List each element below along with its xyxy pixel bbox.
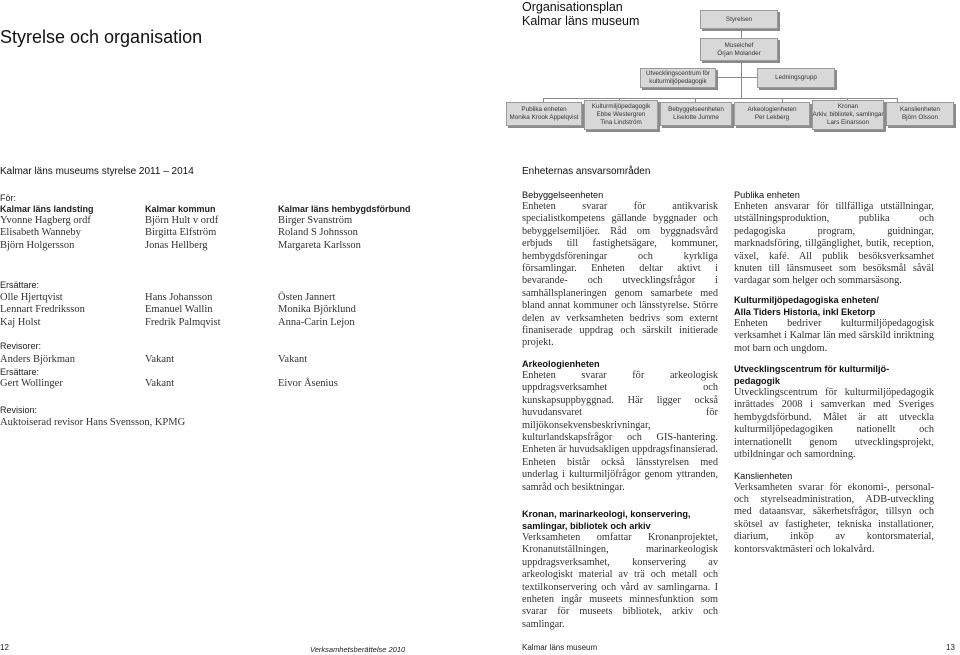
board-member: Birgitta Elfström [145,227,217,239]
board-deputy: Anna-Carin Lejon [278,316,355,328]
revisor-deputy: Gert Wollinger [0,378,63,389]
section-title-line: Alla Tiders Historia, inkl Eketorp [734,306,876,317]
org-box-label: Publika enheten [521,106,567,113]
page-number-right: 13 [946,643,955,652]
org-box-label: Örjan Molander [717,49,761,57]
org-chart-title [522,0,639,28]
section-text-bebyggelse: Enheten svarar för antikvarisk specialistkompetens gällande byggnader och bebyggelsemiljöer. Råd om byggnadsvård erbjuds till fastighetsägare, kommuner, hembygdsföreningar och kyrkliga församlingar. Enheten deltar aktivt i bevarande- och utvecklingsfrågor i samhällsplaneringen genom samarbete med bland annat kommuner och länsstyrelse. Större delen av verksamheten bedrivs som externt finaniserade uppdrag och särskilt initierade projekt. [522,201,718,349]
board-deputy: Östen Jannert [278,292,336,303]
org-box-label: Museichef [724,41,754,49]
board-column-hembygdsforbund [278,204,411,252]
org-box-label: Ledningsgrupp [775,74,817,81]
section-title-line: pedagogik [734,376,780,387]
board-column-kommun [145,204,218,252]
section-text-uc: Utvecklingscentrum för kulturmiljöpedagogik inrättades 2008 i samverkan med Sveriges hembygdsförbund. Målet är att utveckla kulturmiljöpedagogiken nationellt och internationellt genom utvecklingsprojekt, utbildningar och samordning. [734,387,934,461]
org-box-unit [584,100,658,130]
board-for-label: För: [0,193,17,203]
org-box-unit [886,102,954,126]
revisorer-label: Revisorer: [0,341,42,351]
connector-line [741,25,742,98]
board-column-landsting [0,204,94,252]
revision-label: Revision: [0,405,38,415]
board-deputy: Lennart Fredriksson [0,304,85,316]
org-box-label: Kanslienheten [900,106,940,113]
org-box-label: Liselotte Jumme [673,114,719,121]
org-box-label: Ebbe Westergren [596,111,646,118]
board-member: Roland S Johnsson [278,227,358,239]
org-box-museichef [700,38,778,61]
org-box-unit [734,102,810,126]
footer-museum-name: Kalmar läns museum [522,643,598,652]
board-ersattare-label: Ersättare: [0,280,40,290]
board-deputy: Olle Hjertqvist [0,292,63,303]
revisor: Vakant [278,354,308,365]
board-member: Elisabeth Wanneby [0,227,81,239]
org-box-label: Per Lekberg [754,114,790,121]
board-deputy: Emanuel Wallin [145,304,213,316]
board-member: Björn Holgersson [0,239,75,251]
page-number-left: 12 [0,643,9,652]
org-box-unit [812,100,884,130]
section-text-arkeologi: Enheten svarar för arkeologisk uppdragsverksamhet och kunskapsuppbyggnad. Här ligger också huvudansvaret för miljökonsekvensbeskrivningar, kulturlandskapsfrågor och GIS-hantering. Enheten är huvudsakligen uppdragsfinansierad. Enheten bistår också länsstyrelsen med underlag i kulturmiljöfrågor genom yttranden, samråd och besiktningar. [522,369,718,493]
org-box-label: Monika Krook Appelqvist [509,114,579,121]
org-box-label: Arkiv, bibliotek, samlingar [812,111,884,118]
board-heading: Kalmar läns museums styrelse 2011 – 2014 [0,166,194,177]
org-chart-title-line2: Kalmar läns museum [522,14,640,28]
board-deputy: Fredrik Palmqvist [145,316,221,328]
org-box-label: Lars Einarsson [827,119,869,126]
org-box-unit [506,102,582,126]
section-title-kronan [522,508,718,532]
org-box-label: Björn Olsson [901,114,939,121]
board-deputy: Monika Björklund [278,304,356,316]
section-text-publika: Enheten ansvarar för tillfälliga utställningar, utställningsproduktion, publika och pedagogiska program, guidningar, marknadsföring, tillgänglighet, butik, reception, växel, kafé. All publik besöksverksamhet knuten till länsmuseet som besöksmål såväl vardagar som helger och sommarsäsong. [734,201,934,287]
org-box-label: kulturmiljöpedagogik [649,78,707,85]
board-column-header: Kalmar läns hembygdsförbund [278,204,411,214]
board-ersattare-column [0,292,85,329]
board-ersattare-column [278,292,356,329]
section-title-arkeologi: Arkeologienheten [522,358,600,369]
revisor-deputy: Eivor Åsenius [278,378,338,389]
board-deputy: Hans Johansson [145,292,213,303]
board-member: Margareta Karlsson [278,239,361,251]
areas-heading: Enheternas ansvarsområden [522,166,651,177]
section-title-line: Kulturmiljöpedagogiska enheten/ [734,294,879,305]
board-deputy: Kaj Holst [0,316,41,328]
section-title-line: Kronan, marinarkeologi, konservering, [522,508,691,519]
revisor-deputy: Vakant [145,378,175,389]
areas-column-right [734,189,934,556]
org-chart-title-line1: Organisationsplan [522,0,623,14]
org-box-label: Styrelsen [725,15,753,23]
section-title-uc [734,363,934,387]
connector-line [543,98,897,99]
org-box-label: Arkeologienheten [747,106,797,113]
org-box-label: Kronan [837,103,859,110]
org-box-unit [660,102,732,126]
board-member: Birger Svanström [278,215,353,226]
areas-column-left [522,189,718,631]
section-title-kansli: Kanslienheten [734,470,793,481]
board-member: Yvonne Hagberg ordf [0,215,91,226]
section-text-kansli: Verksamheten svarar för ekonomi-, personal- och styrelseadministration, ADB-utveckling med dataansvar, säkerhetsfrågor, tillsyn och skötsel av fastigheter, tekniska installationer, diarium, inköp av kontorsmaterial, kontorsvaktmästeri och lokalvård. [734,481,934,555]
section-title-line: samlingar, bibliotek och arkiv [522,520,651,531]
org-box-label: Utvecklingscentrum för [645,70,711,77]
revision-text: Auktoiserad revisor Hans Svensson, KPMG [0,417,186,428]
revisor: Anders Björkman [0,354,75,365]
section-title-bebyggelse: Bebyggelseenheten [522,190,604,200]
board-column-header: Kalmar kommun [145,204,216,214]
org-box-utvecklingscentrum [640,68,716,88]
board-column-header: Kalmar läns landsting [0,204,94,214]
revisorer-ersattare-label: Ersättare: [0,367,40,377]
board-member: Björn Hult v ordf [145,215,219,226]
org-box-label: Bebyggelseenheten [668,106,724,113]
section-text-kmp: Enheten bedriver kulturmiljöpedagogisk verksamhet i Kalmar län med särskild inriktning mot barn och ungdom. [734,317,934,354]
org-box-ledningsgrupp [757,68,835,88]
section-title-publika: Publika enheten [734,190,800,200]
org-box-label: Tina Lindström [600,119,642,126]
revisor: Vakant [145,354,175,365]
section-title-line: Utvecklingscentrum för kulturmiljö- [734,364,890,375]
page-title: Styrelse och organisation [0,27,203,47]
footer-report-title: Verksamhetsberättelse 2010 [310,645,406,654]
section-title-kmp [734,294,934,318]
board-ersattare-column [145,292,221,329]
board-member: Jonas Hellberg [145,239,208,251]
org-box-styrelsen [700,10,778,29]
section-text-kronan: Verksamheten omfattar Kronanprojektet, Kronanutställningen, marinarkeologisk uppdragsverksamhet, konservering av arkeologiskt material av trä och metall och textilkonservering och vård av samlingarna. I enheten ingår museets minnesfunktion som svarar för museets bibliotek, arkiv och samlingar. [522,531,718,630]
org-box-label: Kulturmiljöpedagogik [591,103,651,110]
